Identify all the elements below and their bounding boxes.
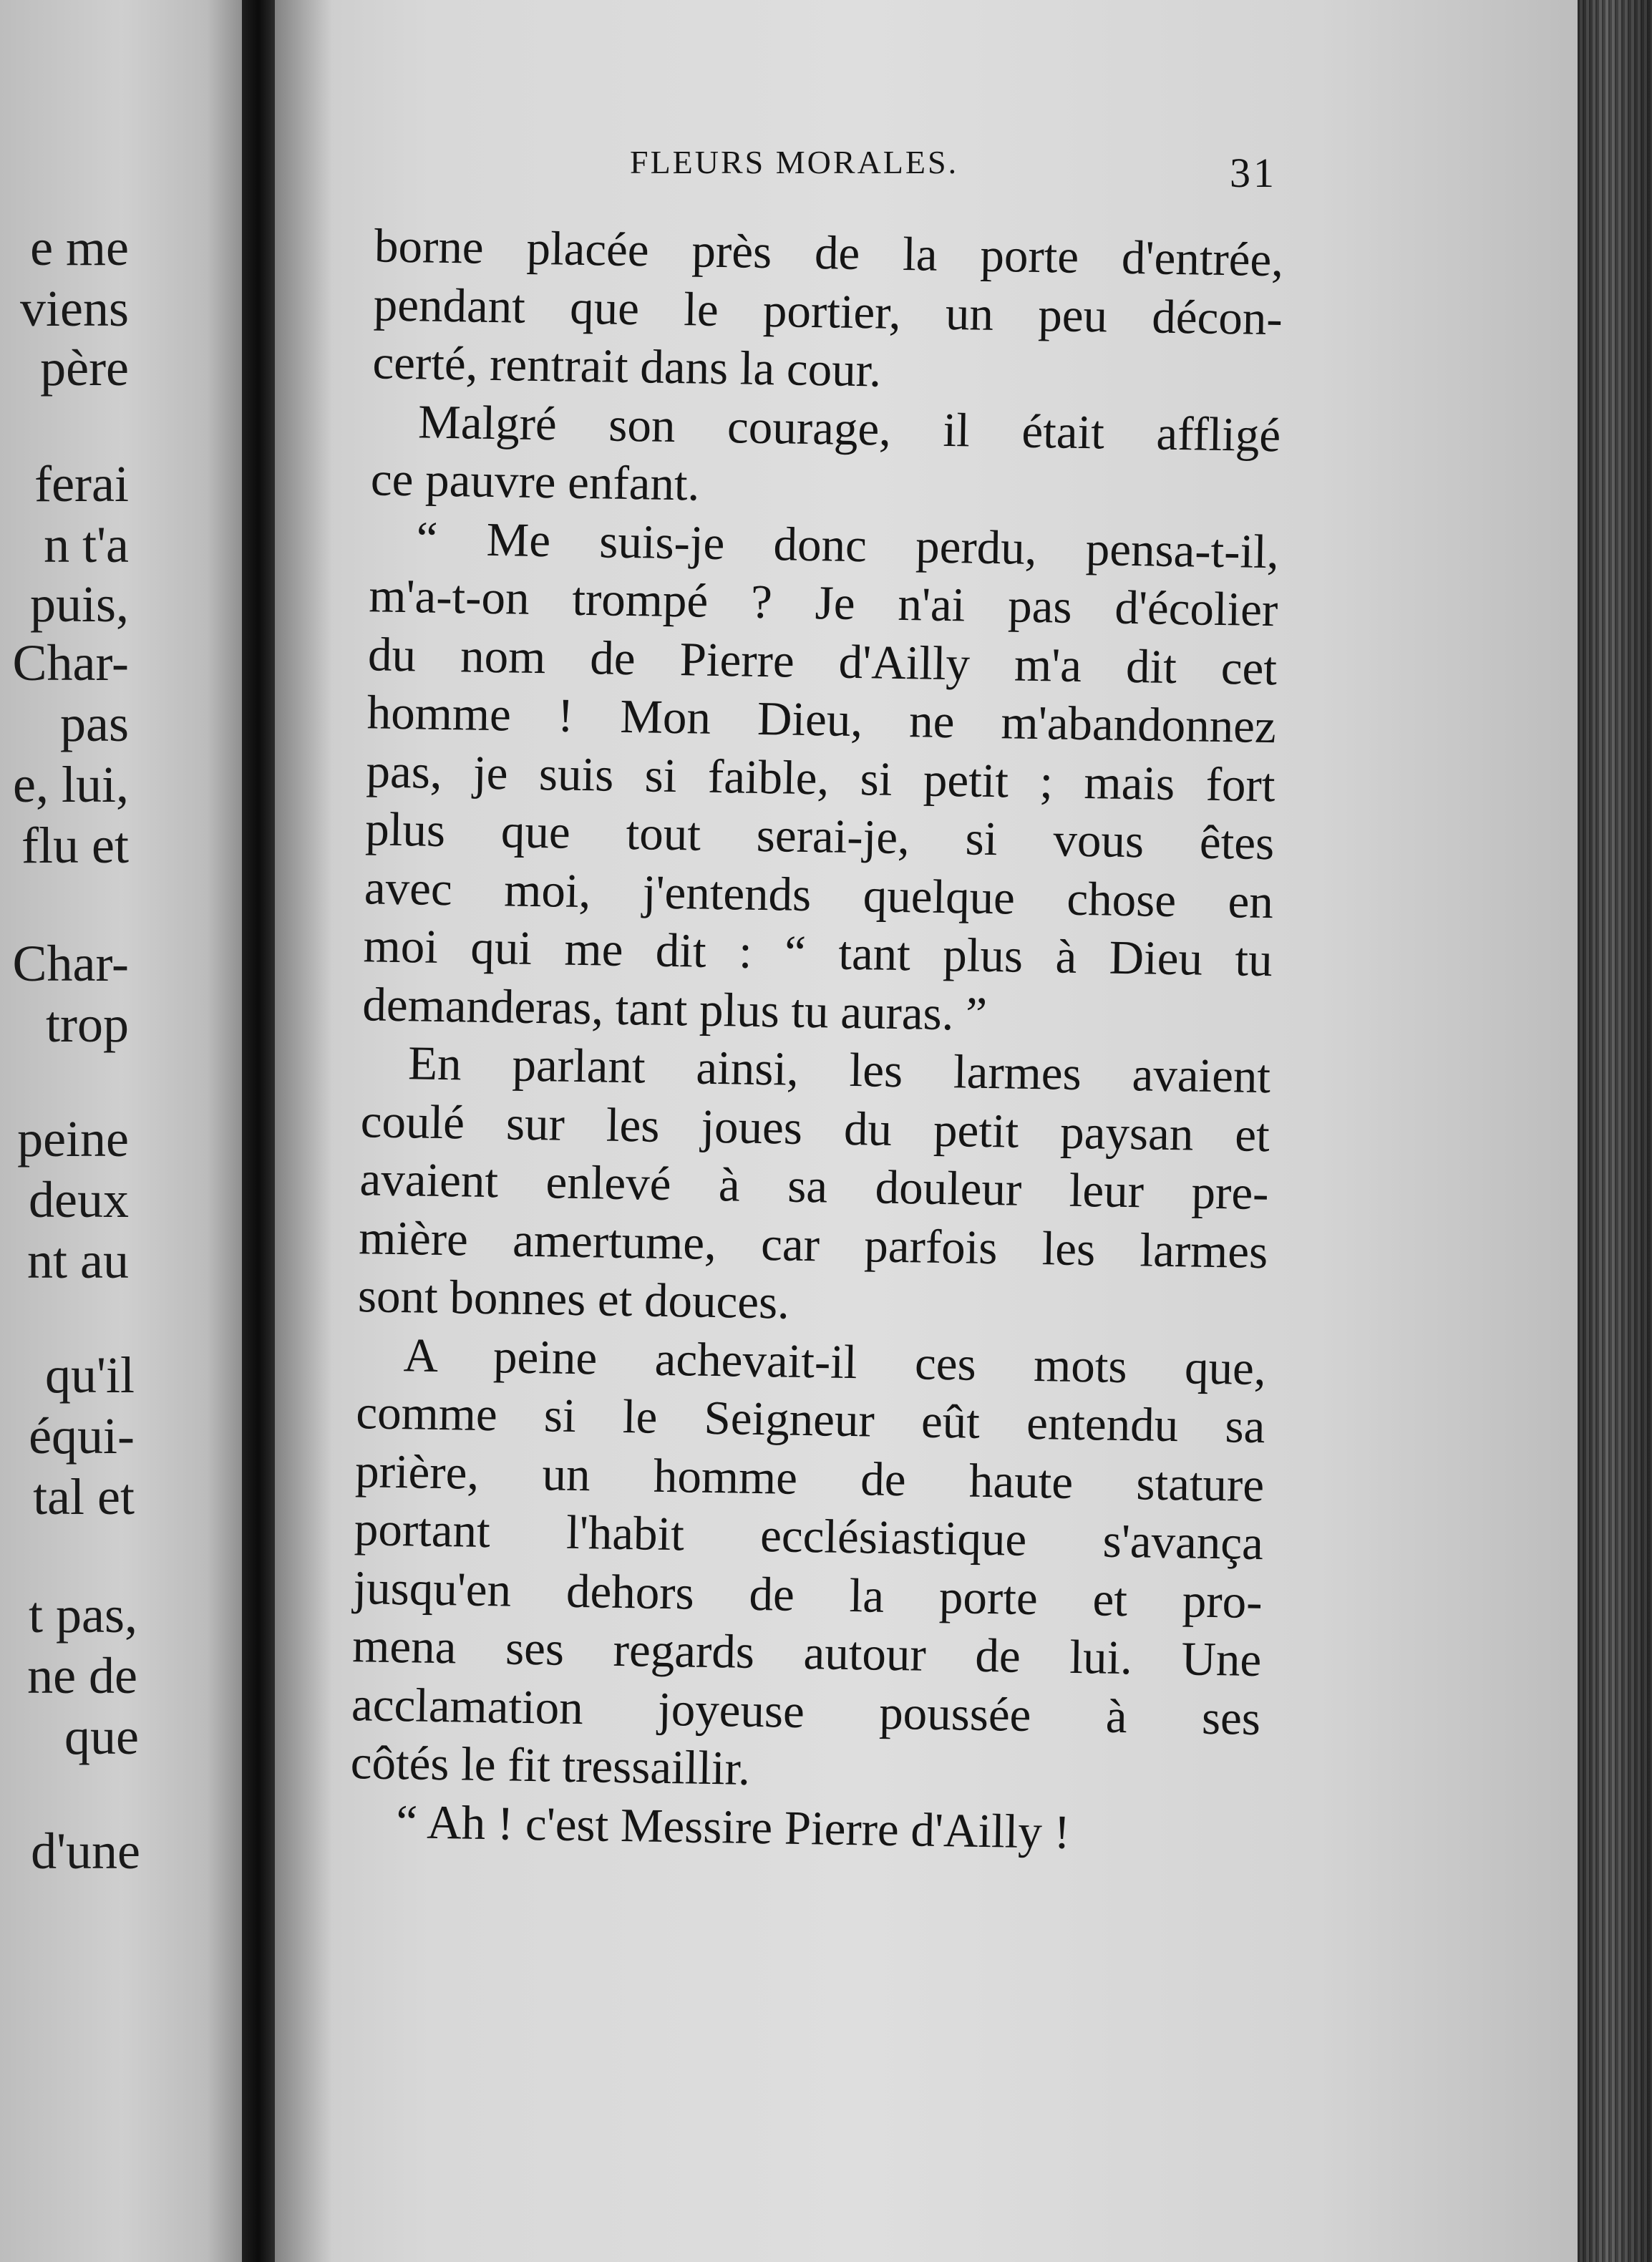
text-line: demanderas, tant plus tu auras. ” bbox=[361, 977, 988, 1041]
left-page-fragment: deux bbox=[29, 1171, 129, 1228]
left-page-fragment: flu et bbox=[21, 817, 129, 874]
text-line: mena ses regards autour de lui. Une bbox=[351, 1619, 1262, 1687]
left-page-fragment: puis, bbox=[29, 576, 129, 633]
left-page-fragment: e me bbox=[30, 219, 129, 276]
text-line: ce pauvre enfant. bbox=[370, 452, 700, 511]
left-page-fragment: que bbox=[64, 1708, 139, 1765]
left-page-fragment: e, lui, bbox=[13, 756, 129, 813]
text-line: pendant que le portier, un peu décon- bbox=[373, 277, 1283, 345]
text-line: coulé sur les joues du petit paysan et bbox=[360, 1094, 1270, 1162]
text-line: A peine achevait-il ces mots que, bbox=[403, 1328, 1267, 1395]
left-page-fragment: tal et bbox=[33, 1468, 135, 1525]
text-line: borne placée près de la porte d'entrée, bbox=[374, 219, 1284, 287]
left-page-fragment: Char- bbox=[12, 634, 129, 691]
left-page-fragment: viens bbox=[20, 280, 129, 337]
text-line: “ Ah ! c'est Messire Pierre d'Ailly ! bbox=[395, 1795, 1071, 1859]
text-line: mière amertume, car parfois les larmes bbox=[358, 1210, 1268, 1278]
text-line: avaient enlevé à sa douleur leur pre- bbox=[359, 1152, 1270, 1220]
text-line: côtés le fit tressaillir. bbox=[350, 1736, 751, 1795]
text-line: plus que tout serai-je, si vous êtes bbox=[364, 802, 1275, 870]
text-line: comme si le Seigneur eût entendu sa bbox=[355, 1386, 1265, 1454]
left-page-fragment: nt au bbox=[27, 1232, 129, 1289]
left-page-fragment: d'une bbox=[31, 1822, 140, 1880]
text-line: “ Me suis-je donc perdu, pensa-t-il, bbox=[416, 511, 1280, 578]
left-page-fragment: ne de bbox=[27, 1647, 137, 1704]
text-line: certé, rentrait dans la cour. bbox=[371, 336, 882, 397]
text-line: Malgré son courage, il était affligé bbox=[417, 394, 1281, 462]
text-line: portant l'habit ecclésiastique s'avança bbox=[354, 1503, 1264, 1571]
text-line: avec moi, j'entends quelque chose en bbox=[364, 860, 1274, 928]
left-page-fragment: ferai bbox=[34, 455, 129, 513]
text-line: pas, je suis si faible, si petit ; mais fort bbox=[366, 744, 1276, 812]
left-page-fragment: t pas, bbox=[29, 1586, 137, 1644]
page-number: 31 bbox=[1230, 150, 1277, 196]
running-head: FLEURS MORALES. bbox=[630, 144, 959, 180]
left-page-fragment: père bbox=[40, 339, 129, 397]
left-page-fragment: n t'a bbox=[44, 516, 129, 573]
left-page-fragment: qu'il bbox=[45, 1346, 135, 1404]
text-line: m'a-t-on trompé ? Je n'ai pas d'écolier bbox=[368, 569, 1278, 637]
text-line: homme ! Mon Dieu, ne m'abandonnez bbox=[366, 686, 1277, 754]
text-line: jusqu'en dehors de la porte et pro- bbox=[353, 1560, 1263, 1628]
text-line: du nom de Pierre d'Ailly m'a dit cet bbox=[367, 627, 1278, 695]
text-line: moi qui me dit : “ tant plus à Dieu tu bbox=[363, 919, 1273, 987]
text-line: sont bonnes et douces. bbox=[357, 1269, 790, 1329]
text-line: prière, un homme de haute stature bbox=[354, 1444, 1265, 1512]
left-page-fragment: équi- bbox=[29, 1407, 135, 1465]
text-line: En parlant ainsi, les larmes avaient bbox=[407, 1037, 1271, 1104]
left-page-fragment: peine bbox=[17, 1110, 129, 1168]
left-page-fragment: Char- bbox=[12, 935, 129, 992]
left-page-fragment: trop bbox=[46, 996, 129, 1053]
text-line: acclamation joyeuse poussée à ses bbox=[351, 1677, 1261, 1745]
left-page-fragment: pas bbox=[60, 695, 129, 752]
